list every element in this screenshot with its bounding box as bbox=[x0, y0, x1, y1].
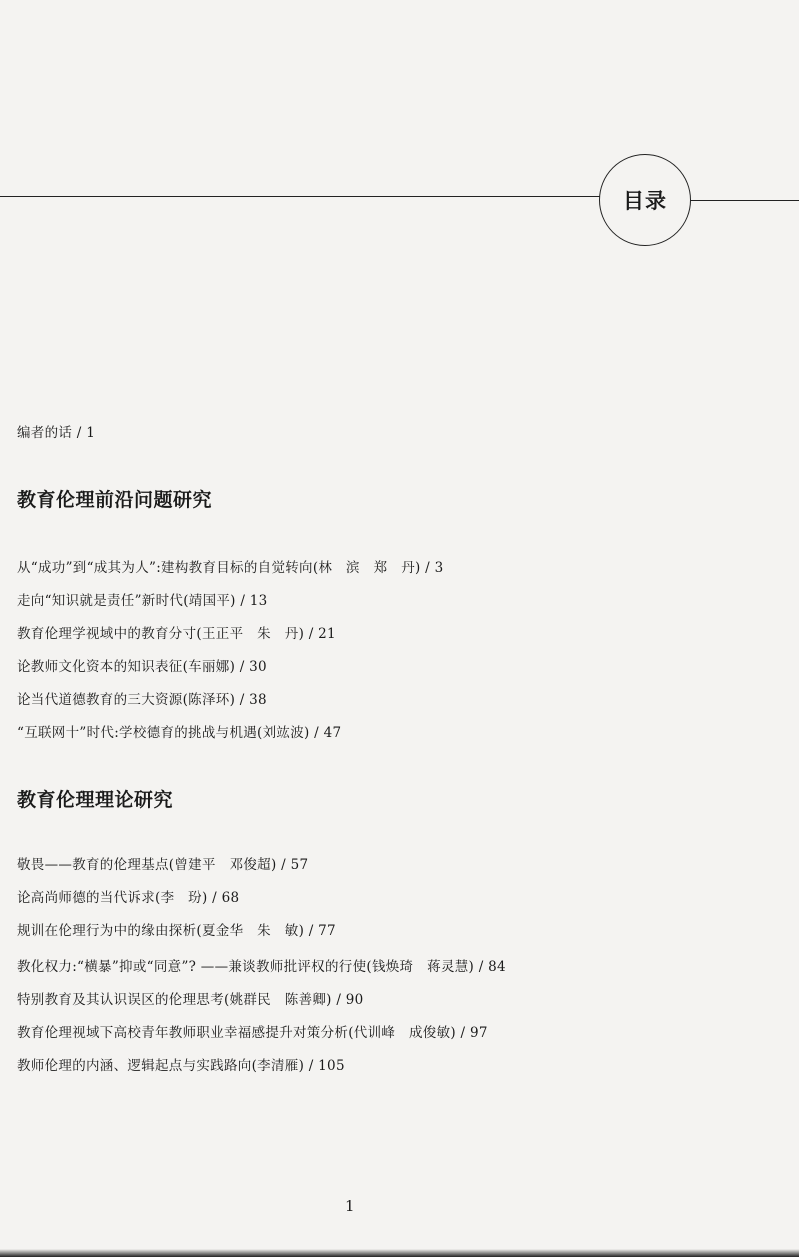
toc-entry[interactable]: 走向“知识就是责任”新时代(靖国平) / 13 bbox=[17, 593, 268, 609]
toc-entry[interactable]: 论当代道德教育的三大资源(陈泽环) / 38 bbox=[17, 692, 267, 708]
toc-entry[interactable]: 特别教育及其认识误区的伦理思考(姚群民 陈善卿) / 90 bbox=[17, 992, 364, 1008]
toc-title-badge bbox=[599, 154, 691, 246]
toc-entry[interactable]: 教育伦理视域下高校青年教师职业幸福感提升对策分析(代训峰 成俊敏) / 97 bbox=[17, 1025, 488, 1041]
toc-entry[interactable]: 教育伦理学视域中的教育分寸(王正平 朱 丹) / 21 bbox=[17, 626, 336, 642]
section-title-2: 教育伦理理论研究 bbox=[17, 789, 174, 811]
toc-entry[interactable]: 从“成功”到“成其为人”:建构教育目标的自觉转向(林 滨 郑 丹) / 3 bbox=[17, 560, 444, 576]
toc-entry-preface[interactable]: 编者的话 / 1 bbox=[17, 425, 96, 441]
section-title-1: 教育伦理前沿问题研究 bbox=[17, 489, 213, 511]
header-rule-right bbox=[688, 200, 799, 201]
toc-entry[interactable]: 论教师文化资本的知识表征(车丽娜) / 30 bbox=[17, 659, 267, 675]
toc-entry[interactable]: “互联网十”时代:学校德育的挑战与机遇(刘竑波) / 47 bbox=[17, 725, 342, 741]
toc-entry[interactable]: 教化权力:“横暴”抑或“同意”? ——兼谈教师批评权的行使(钱焕琦 蒋灵慧) / 84 bbox=[17, 959, 506, 975]
toc-entry[interactable]: 论高尚师德的当代诉求(李 玢) / 68 bbox=[17, 890, 240, 906]
page-edge-shadow bbox=[0, 1249, 799, 1257]
toc-entry[interactable]: 教师伦理的内涵、逻辑起点与实践路向(李清雁) / 105 bbox=[17, 1058, 345, 1074]
toc-entry[interactable]: 规训在伦理行为中的缘由探析(夏金华 朱 敏) / 77 bbox=[17, 923, 336, 939]
toc-entry[interactable]: 敬畏——教育的伦理基点(曾建平 邓俊超) / 57 bbox=[17, 857, 309, 873]
page-number: 1 bbox=[345, 1197, 355, 1215]
header-rule-left bbox=[0, 196, 600, 197]
page-title: 目录 bbox=[623, 189, 667, 213]
